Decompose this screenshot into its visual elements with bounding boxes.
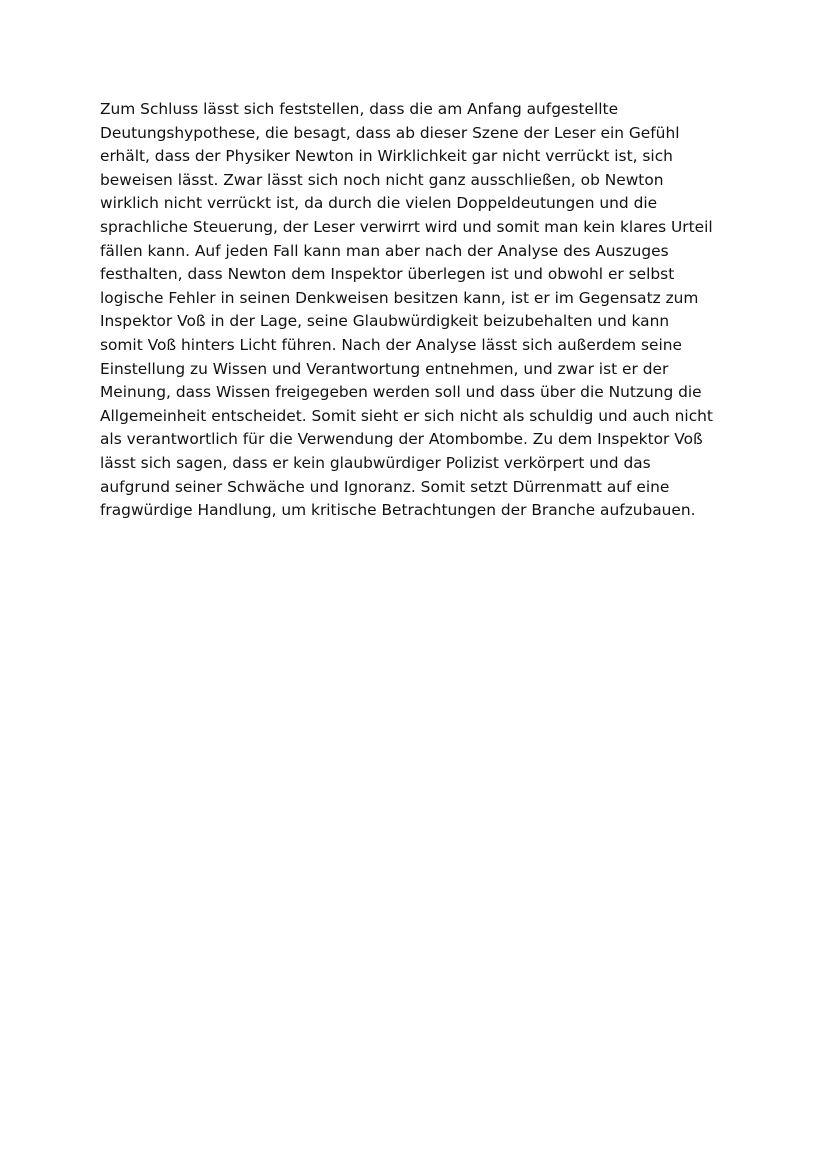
text-line: somit Voß hinters Licht führen. Nach der Analyse lässt sich außerdem seine xyxy=(100,335,682,354)
text-line: Meinung, dass Wissen freigegeben werden soll und dass über die Nutzung die xyxy=(100,383,702,402)
text-line: Zum Schluss lässt sich feststellen, dass die am Anfang aufgestellte xyxy=(100,100,619,118)
text-line: fällen kann. Auf jeden Fall kann man aber nach der Analyse des Auszuges xyxy=(100,241,669,260)
text-line: Inspektor Voß in der Lage, seine Glaubwürdigkeit beizubehalten und kann xyxy=(100,312,670,331)
text-line: Allgemeinheit entscheidet. Somit sieht er sich nicht als schuldig und auch nicht xyxy=(100,406,713,425)
body-paragraph xyxy=(100,98,740,523)
text-line: beweisen lässt. Zwar lässt sich noch nicht ganz ausschließen, ob Newton xyxy=(100,170,664,189)
text-line: sprachliche Steuerung, der Leser verwirrt wird und somit man kein klares Urteil xyxy=(100,217,713,236)
text-line: lässt sich sagen, dass er kein glaubwürdiger Polizist verkörpert und das xyxy=(100,453,651,472)
text-line: Deutungshypothese, die besagt, dass ab dieser Szene der Leser ein Gefühl xyxy=(100,123,680,142)
text-line: fragwürdige Handlung, um kritische Betrachtungen der Branche aufzubauen. xyxy=(100,501,696,520)
text-line: festhalten, dass Newton dem Inspektor überlegen ist und obwohl er selbst xyxy=(100,265,675,284)
text-line: wirklich nicht verrückt ist, da durch die vielen Doppeldeutungen und die xyxy=(100,194,658,213)
text-line: logische Fehler in seinen Denkweisen besitzen kann, ist er im Gegensatz zum xyxy=(100,288,699,307)
text-line: erhält, dass der Physiker Newton in Wirklichkeit gar nicht verrückt ist, sich xyxy=(100,147,673,166)
text-line: aufgrund seiner Schwäche und Ignoranz. Somit setzt Dürrenmatt auf eine xyxy=(100,477,670,496)
text-line: als verantwortlich für die Verwendung der Atombombe. Zu dem Inspektor Voß xyxy=(100,430,703,449)
text-line: Einstellung zu Wissen und Verantwortung entnehmen, und zwar ist er der xyxy=(100,359,669,378)
